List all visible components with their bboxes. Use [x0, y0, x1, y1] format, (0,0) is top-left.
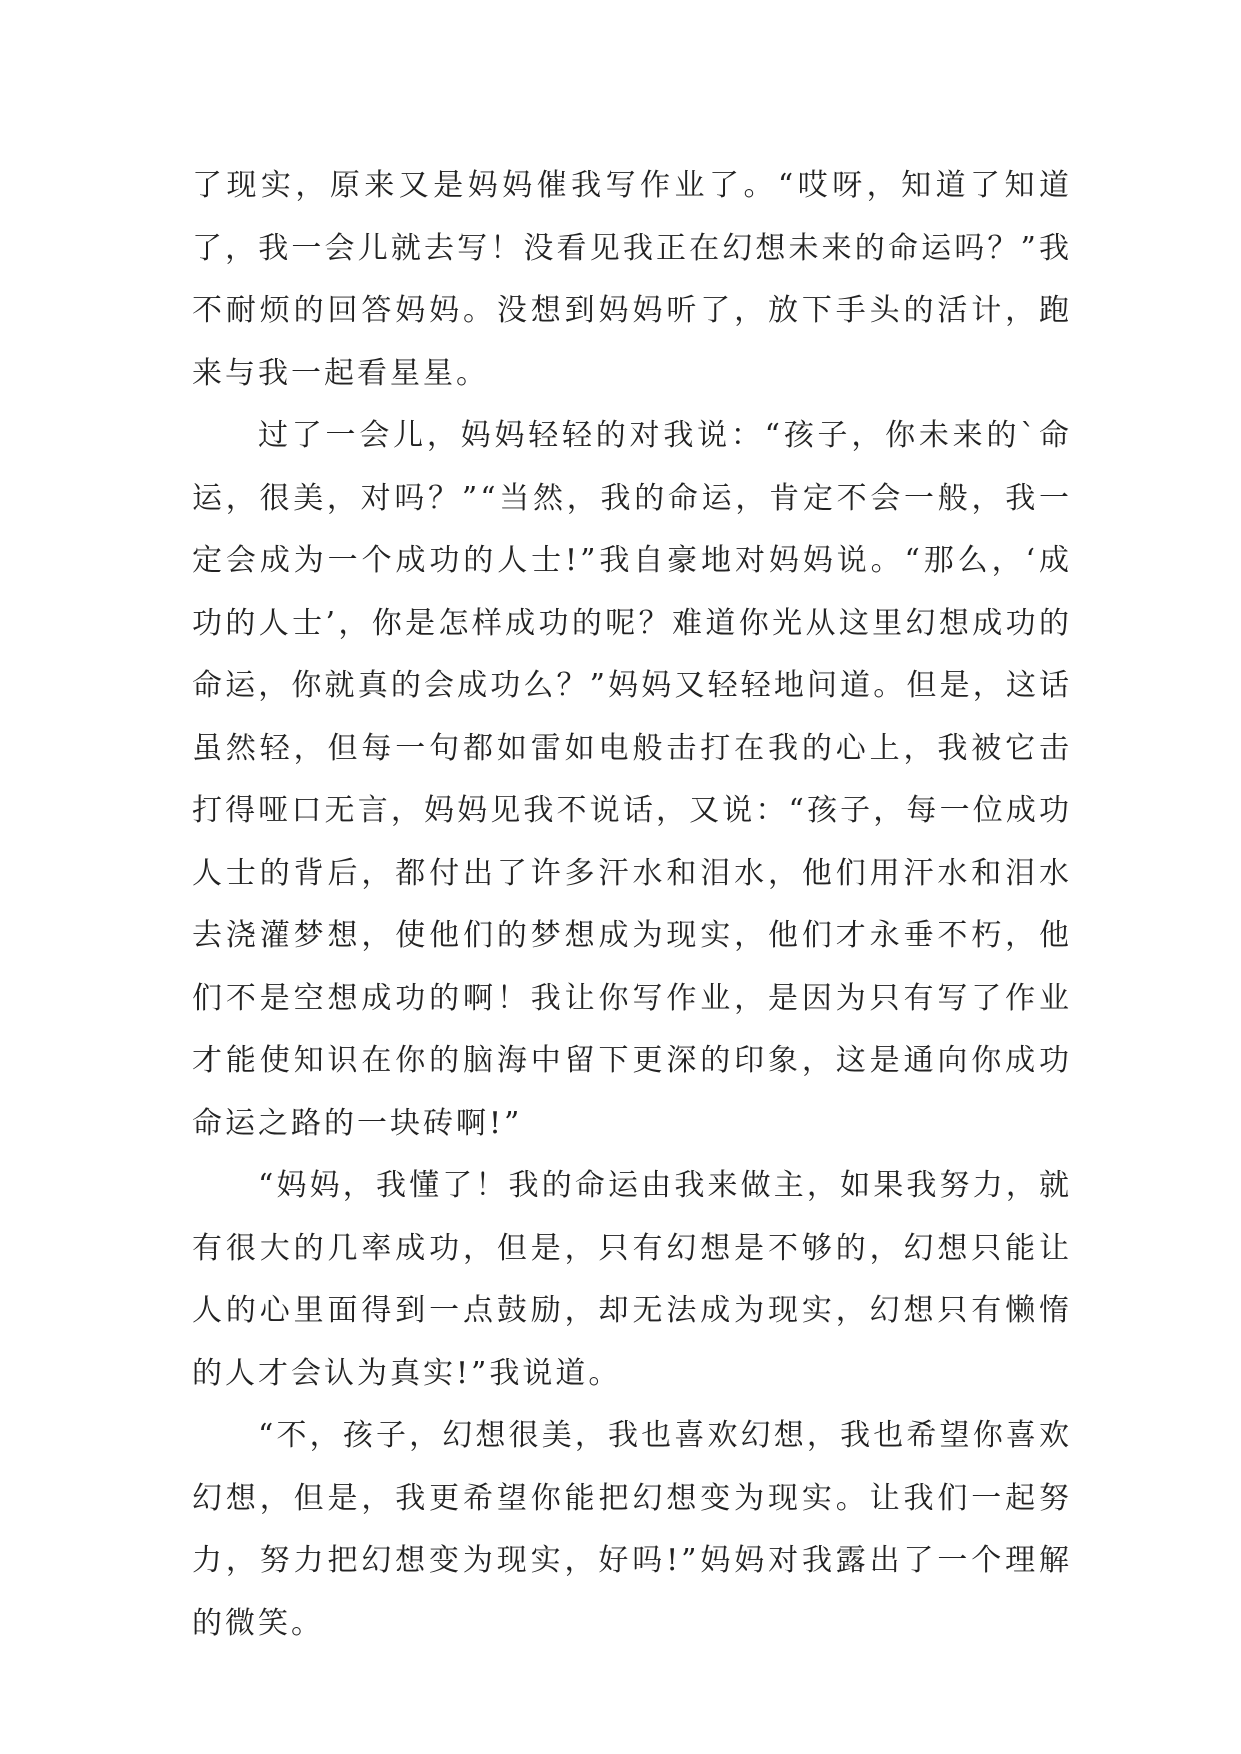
paragraph-4: “不，孩子，幻想很美，我也喜欢幻想，我也希望你喜欢幻想，但是，我更希望你能把幻想变为现实。让我们一起努力，努力把幻想变为现实，好吗!”妈妈对我露出了一个理解的微笑。: [192, 1418, 1072, 1641]
paragraph-2: 过了一会儿，妈妈轻轻的对我说：“孩子，你未来的`命运，很美，对吗？”“当然，我的命运，肯定不会一般，我一定会成为一个成功的人士!”我自豪地对妈妈说。“那么，‘成功的人士’，你是怎样成功的呢？难道你光从这里幻想成功的命运，你就真的会成功么？”妈妈又轻轻地问道。但是，这话虽然轻，但每一句都如雷如电般击打在我的心上，我被它击打得哑口无言，妈妈见我不说话，又说：“孩子，每一位成功人士的背后，都付出了许多汗水和泪水，他们用汗水和泪水去浇灌梦想，使他们的梦想成为现实，他们才永垂不朽，他们不是空想成功的啊！我让你写作业，是因为只有写了作业才能使知识在你的脑海中留下更深的印象，这是通向你成功命运之路的一块砖啊!”: [192, 418, 1072, 1141]
paragraph-1: 了现实，原来又是妈妈催我写作业了。“哎呀，知道了知道了，我一会儿就去写！没看见我正在幻想未来的命运吗？”我不耐烦的回答妈妈。没想到妈妈听了，放下手头的活计，跑来与我一起看星星。: [192, 168, 1072, 391]
paragraph-3: “妈妈，我懂了！我的命运由我来做主，如果我努力，就有很大的几率成功，但是，只有幻想是不够的，幻想只能让人的心里面得到一点鼓励，却无法成为现实，幻想只有懒惰的人才会认为真实!”我说道。: [192, 1168, 1072, 1391]
document-body: [192, 155, 1072, 1655]
